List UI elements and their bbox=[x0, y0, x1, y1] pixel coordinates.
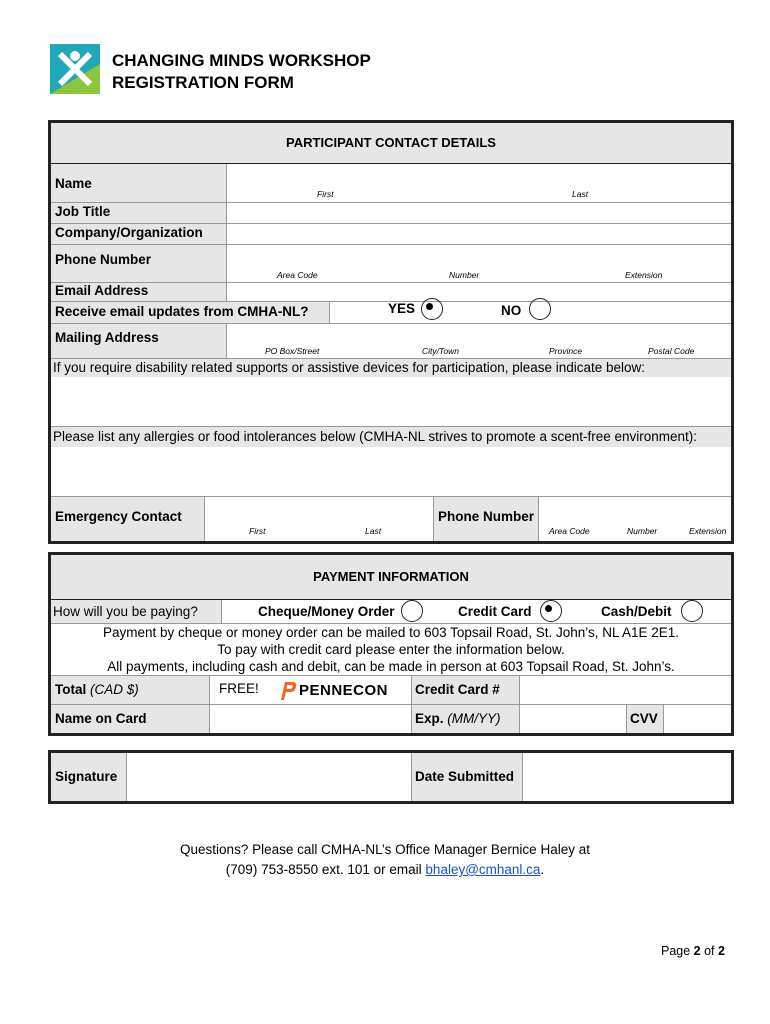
exp-label: Exp. bbox=[415, 711, 444, 726]
postal-hint: Postal Code bbox=[648, 346, 695, 356]
date-submitted-label: Date Submitted bbox=[415, 769, 515, 784]
extension-hint: Extension bbox=[625, 270, 663, 280]
phone-label: Phone Number bbox=[55, 252, 152, 267]
disability-prompt: If you require disability related supports or assistive devices for participation, please indicate below: bbox=[51, 359, 731, 377]
credit-radio[interactable] bbox=[540, 600, 562, 622]
job-title-label: Job Title bbox=[55, 204, 111, 219]
payment-section-title: PAYMENT INFORMATION bbox=[51, 555, 731, 599]
emergency-phone-input[interactable] bbox=[539, 497, 731, 541]
contact-section-title: PARTICIPANT CONTACT DETAILS bbox=[51, 123, 731, 163]
total-unit: (CAD $) bbox=[90, 682, 139, 697]
credit-label: Credit Card bbox=[458, 604, 532, 619]
email-link[interactable]: bhaley@cmhanl.ca bbox=[425, 862, 541, 877]
ec-last-hint: Last bbox=[365, 526, 382, 536]
emergency-label: Emergency Contact bbox=[55, 509, 182, 524]
date-submitted-input[interactable] bbox=[523, 753, 731, 801]
first-hint: First bbox=[317, 189, 334, 199]
payment-info-line-3: All payments, including cash and debit, can be made in person at 603 Topsail Road, St. John’s. bbox=[107, 659, 675, 674]
total-label: Total bbox=[55, 682, 87, 697]
yes-radio[interactable] bbox=[421, 298, 443, 320]
disability-input[interactable] bbox=[51, 378, 731, 426]
footer-line-2-prefix: (709) 753-8550 ext. 101 or email bbox=[225, 862, 426, 877]
emergency-phone-label: Phone Number bbox=[438, 509, 535, 524]
pennecon-text: PENNECON bbox=[299, 681, 389, 699]
emergency-name-input[interactable] bbox=[205, 497, 433, 541]
allergies-prompt: Please list any allergies or food intolerances below (CMHA-NL strives to promote a scent-free environment): bbox=[51, 427, 731, 447]
cash-label: Cash/Debit bbox=[601, 604, 672, 619]
updates-label: Receive email updates from CMHA-NL? bbox=[55, 304, 309, 319]
page-total: 2 bbox=[718, 944, 725, 958]
ec-area-hint: Area Code bbox=[549, 526, 590, 536]
allergies-input[interactable] bbox=[51, 448, 731, 496]
name-label: Name bbox=[55, 176, 92, 191]
name-input[interactable] bbox=[227, 164, 731, 202]
ec-extension-hint: Extension bbox=[689, 526, 727, 536]
cheque-label: Cheque/Money Order bbox=[258, 604, 395, 619]
payment-info-line-2: To pay with credit card please enter the information below. bbox=[217, 642, 565, 657]
company-label: Company/Organization bbox=[55, 225, 203, 240]
cvv-input[interactable] bbox=[664, 705, 731, 733]
job-title-input[interactable] bbox=[227, 203, 731, 223]
footer-line-2 bbox=[0, 860, 770, 880]
area-code-hint: Area Code bbox=[277, 270, 318, 280]
form-title bbox=[112, 50, 371, 94]
city-hint: City/Town bbox=[422, 346, 460, 356]
cmha-logo bbox=[50, 44, 100, 94]
email-label: Email Address bbox=[55, 283, 149, 298]
footer-questions bbox=[0, 840, 770, 880]
payment-info bbox=[51, 624, 731, 675]
page-of: of bbox=[700, 944, 718, 958]
province-hint: Province bbox=[549, 346, 583, 356]
page-prefix: Page bbox=[661, 944, 694, 958]
paying-label: How will you be paying? bbox=[51, 600, 221, 623]
page-current: 2 bbox=[693, 944, 701, 958]
number-hint: Number bbox=[449, 270, 480, 280]
mailing-label: Mailing Address bbox=[55, 330, 159, 345]
cc-input[interactable] bbox=[520, 676, 731, 704]
name-on-card-label: Name on Card bbox=[55, 711, 147, 726]
footer-line-2-suffix: . bbox=[540, 862, 545, 877]
pennecon-mark-icon bbox=[279, 680, 297, 700]
total-value: FREE! bbox=[219, 681, 259, 696]
cash-radio[interactable] bbox=[681, 600, 703, 622]
cvv-label: CVV bbox=[630, 711, 658, 726]
payment-section bbox=[48, 552, 734, 736]
footer-line-1: Questions? Please call CMHA-NL’s Office Manager Bernice Haley at bbox=[180, 842, 590, 857]
page-number bbox=[661, 944, 725, 958]
signature-label: Signature bbox=[55, 769, 118, 784]
ec-number-hint: Number bbox=[627, 526, 658, 536]
name-on-card-input[interactable] bbox=[210, 705, 411, 733]
signature-section bbox=[48, 750, 734, 804]
mailing-input[interactable] bbox=[227, 324, 731, 358]
pennecon-logo bbox=[279, 679, 388, 701]
title-line-2: REGISTRATION FORM bbox=[112, 73, 294, 92]
signature-input[interactable] bbox=[127, 753, 411, 801]
no-radio[interactable] bbox=[529, 298, 551, 320]
company-input[interactable] bbox=[227, 224, 731, 244]
ec-first-hint: First bbox=[249, 526, 266, 536]
cheque-radio[interactable] bbox=[401, 600, 423, 622]
contact-section bbox=[48, 120, 734, 544]
po-hint: PO Box/Street bbox=[265, 346, 320, 356]
payment-info-line-1: Payment by cheque or money order can be mailed to 603 Topsail Road, St. John’s, NL A1E 2E1. bbox=[102, 625, 680, 640]
yes-label: YES bbox=[388, 301, 416, 316]
cc-label: Credit Card # bbox=[415, 682, 500, 697]
last-hint: Last bbox=[572, 189, 589, 199]
email-input[interactable] bbox=[227, 283, 731, 301]
no-label: NO bbox=[501, 303, 522, 318]
phone-input[interactable] bbox=[227, 245, 731, 282]
exp-hint: (MM/YY) bbox=[447, 711, 501, 726]
title-line-1: CHANGING MINDS WORKSHOP bbox=[112, 51, 371, 70]
exp-input[interactable] bbox=[520, 705, 626, 733]
